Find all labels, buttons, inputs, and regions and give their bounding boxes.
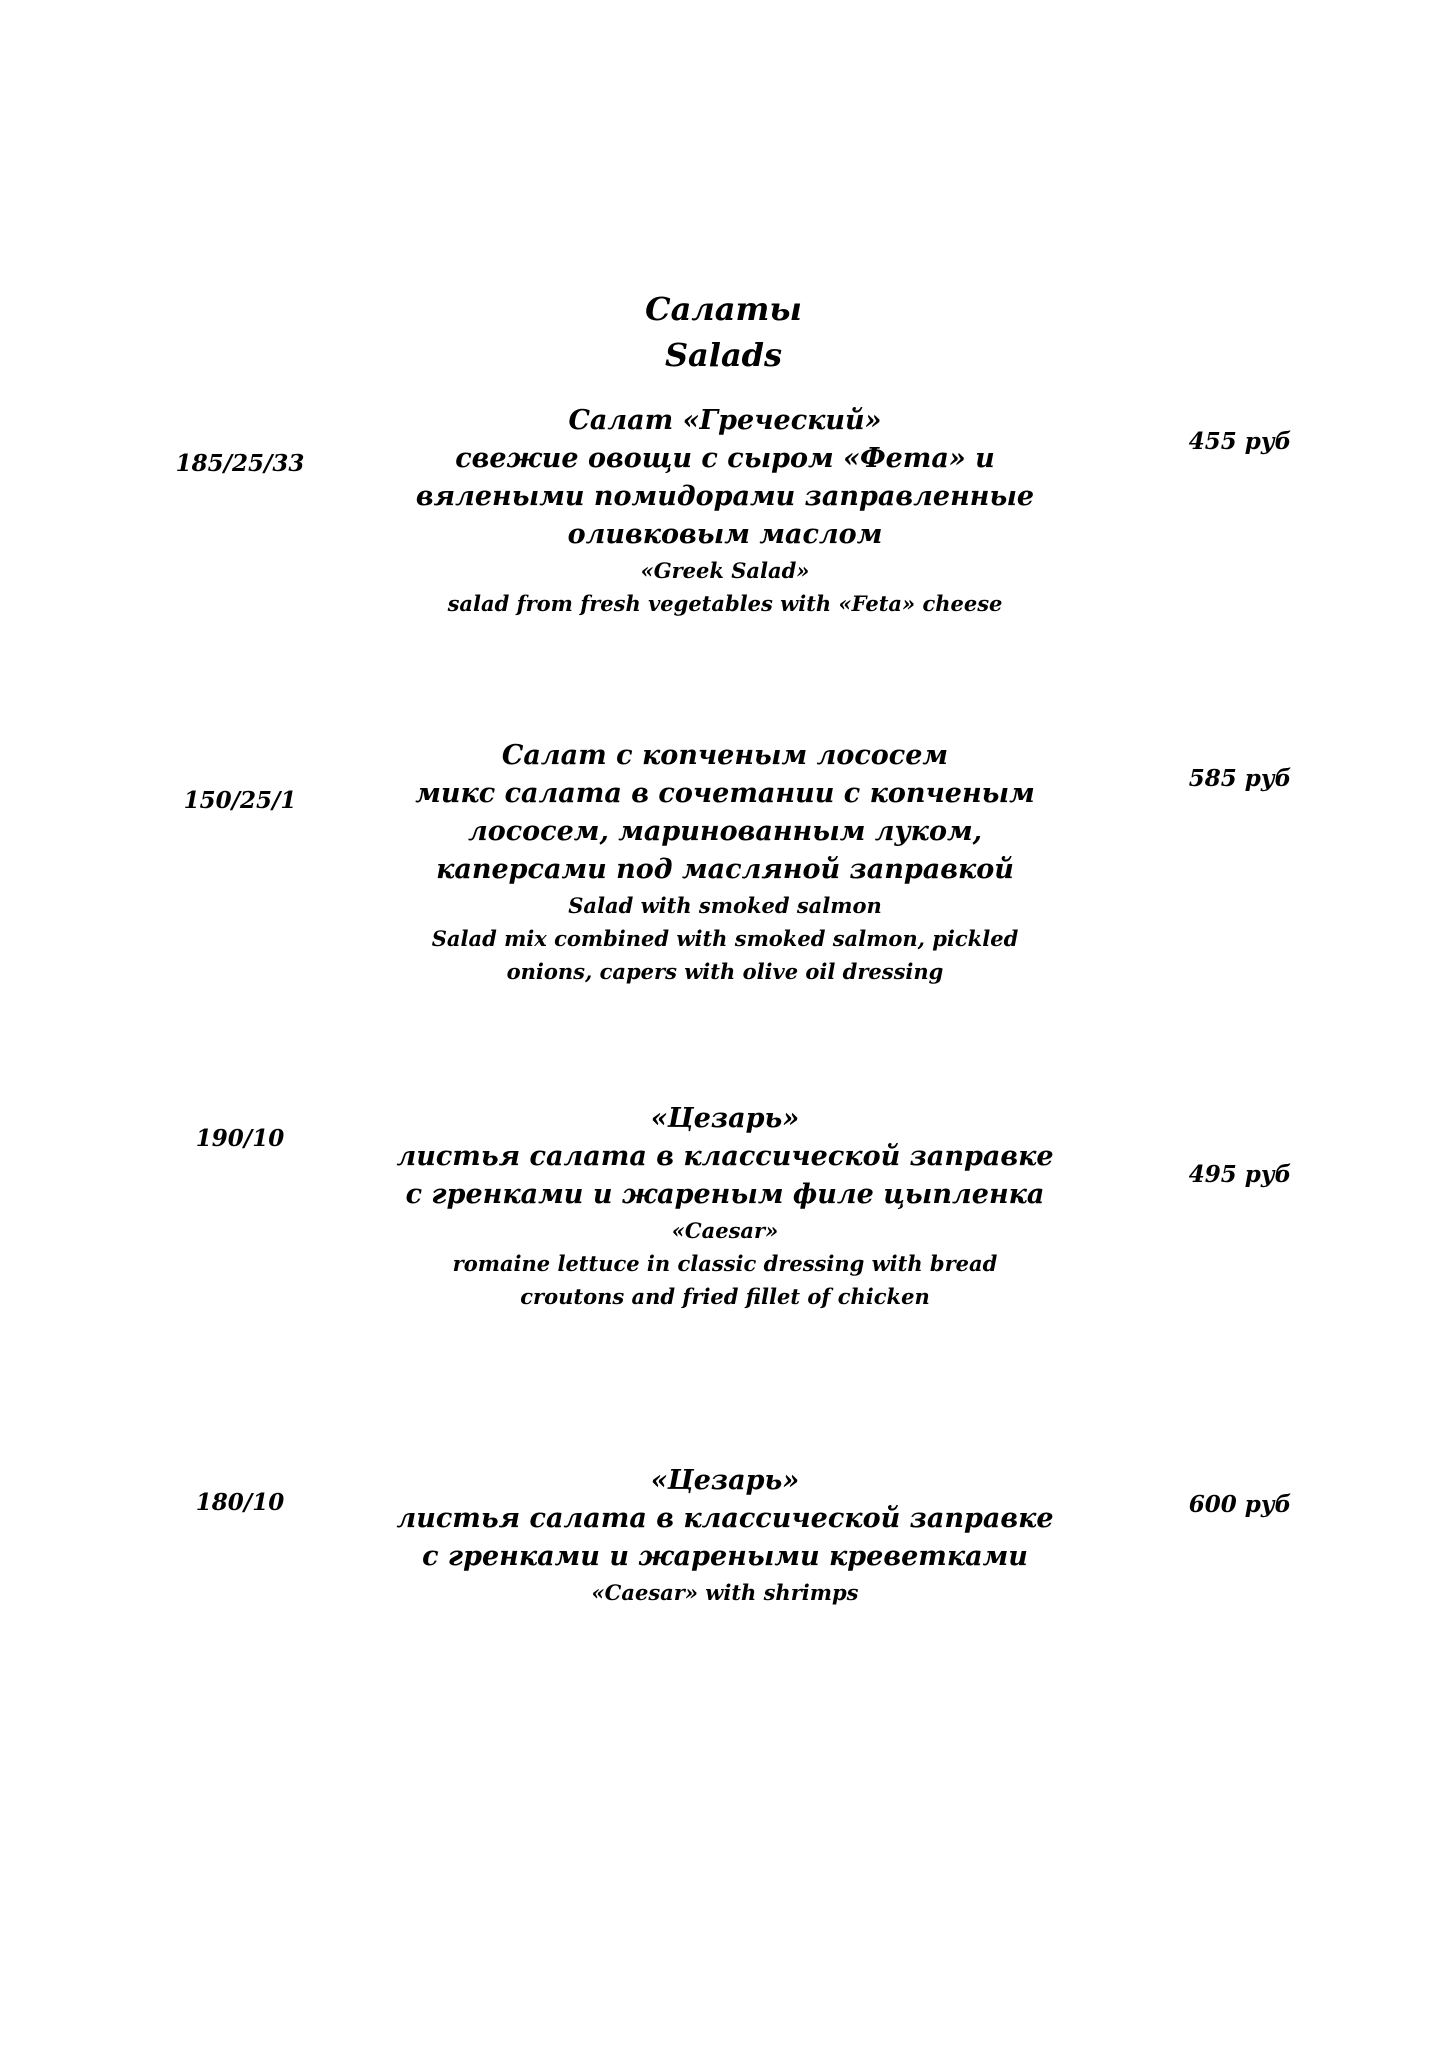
title-ru: Салаты: [645, 290, 802, 328]
item-desc-en-line: salad from fresh vegetables with «Feta» cheese: [447, 591, 1003, 616]
item-desc-ru-line: микс салата в сочетании с копченым: [415, 778, 1035, 809]
item-weight: 185/25/33: [175, 450, 305, 477]
title-en: Salads: [664, 336, 783, 374]
page-title: [0, 286, 1447, 378]
item-title-ru: «Цезарь»: [650, 1465, 800, 1496]
item-desc-en-line: Salad mix combined with smoked salmon, pickled: [431, 926, 1019, 951]
item-desc-ru-line: листья салата в классической заправке: [396, 1503, 1054, 1534]
item-desc-en-line: onions, capers with olive oil dressing: [506, 959, 944, 984]
item-desc-en-line: croutons and fried fillet of chicken: [520, 1284, 930, 1309]
item-description: [330, 1100, 1120, 1313]
item-desc-ru-line: лососем, маринованным луком,: [467, 816, 983, 847]
item-desc-ru-line: с гренками и жареными креветками: [422, 1541, 1028, 1572]
item-title-en: «Greek Salad»: [640, 558, 810, 583]
item-title-en: «Caesar» with shrimps: [591, 1580, 859, 1605]
item-desc-ru-line: листья салата в классической заправке: [396, 1141, 1054, 1172]
item-weight: 190/10: [195, 1125, 285, 1152]
item-desc-ru-line: свежие овощи с сыром «Фета» и: [455, 443, 995, 474]
item-desc-ru-line: вялеными помидорами заправленные: [415, 481, 1035, 512]
item-description: [330, 402, 1120, 620]
item-desc-ru-line: каперсами под масляной заправкой: [436, 854, 1014, 885]
item-price: 495 руб: [1188, 1161, 1292, 1188]
item-title-en: Salad with smoked salmon: [568, 893, 882, 918]
item-weight: 180/10: [195, 1489, 285, 1516]
item-desc-ru-line: с гренками и жареным филе цыпленка: [405, 1179, 1045, 1210]
item-description: [330, 1462, 1120, 1609]
item-desc-en-line: romaine lettuce in classic dressing with bread: [452, 1251, 998, 1276]
item-title-ru: «Цезарь»: [650, 1103, 800, 1134]
item-title-en: «Caesar»: [671, 1218, 779, 1243]
item-title-ru: Салат с копченым лососем: [501, 740, 949, 771]
item-price: 585 руб: [1188, 765, 1292, 792]
item-desc-ru-line: оливковым маслом: [567, 519, 883, 550]
item-price: 600 руб: [1188, 1491, 1292, 1518]
item-title-ru: Салат «Греческий»: [568, 405, 882, 436]
item-price: 455 руб: [1188, 428, 1292, 455]
item-description: [330, 737, 1120, 988]
item-weight: 150/25/1: [183, 787, 297, 814]
